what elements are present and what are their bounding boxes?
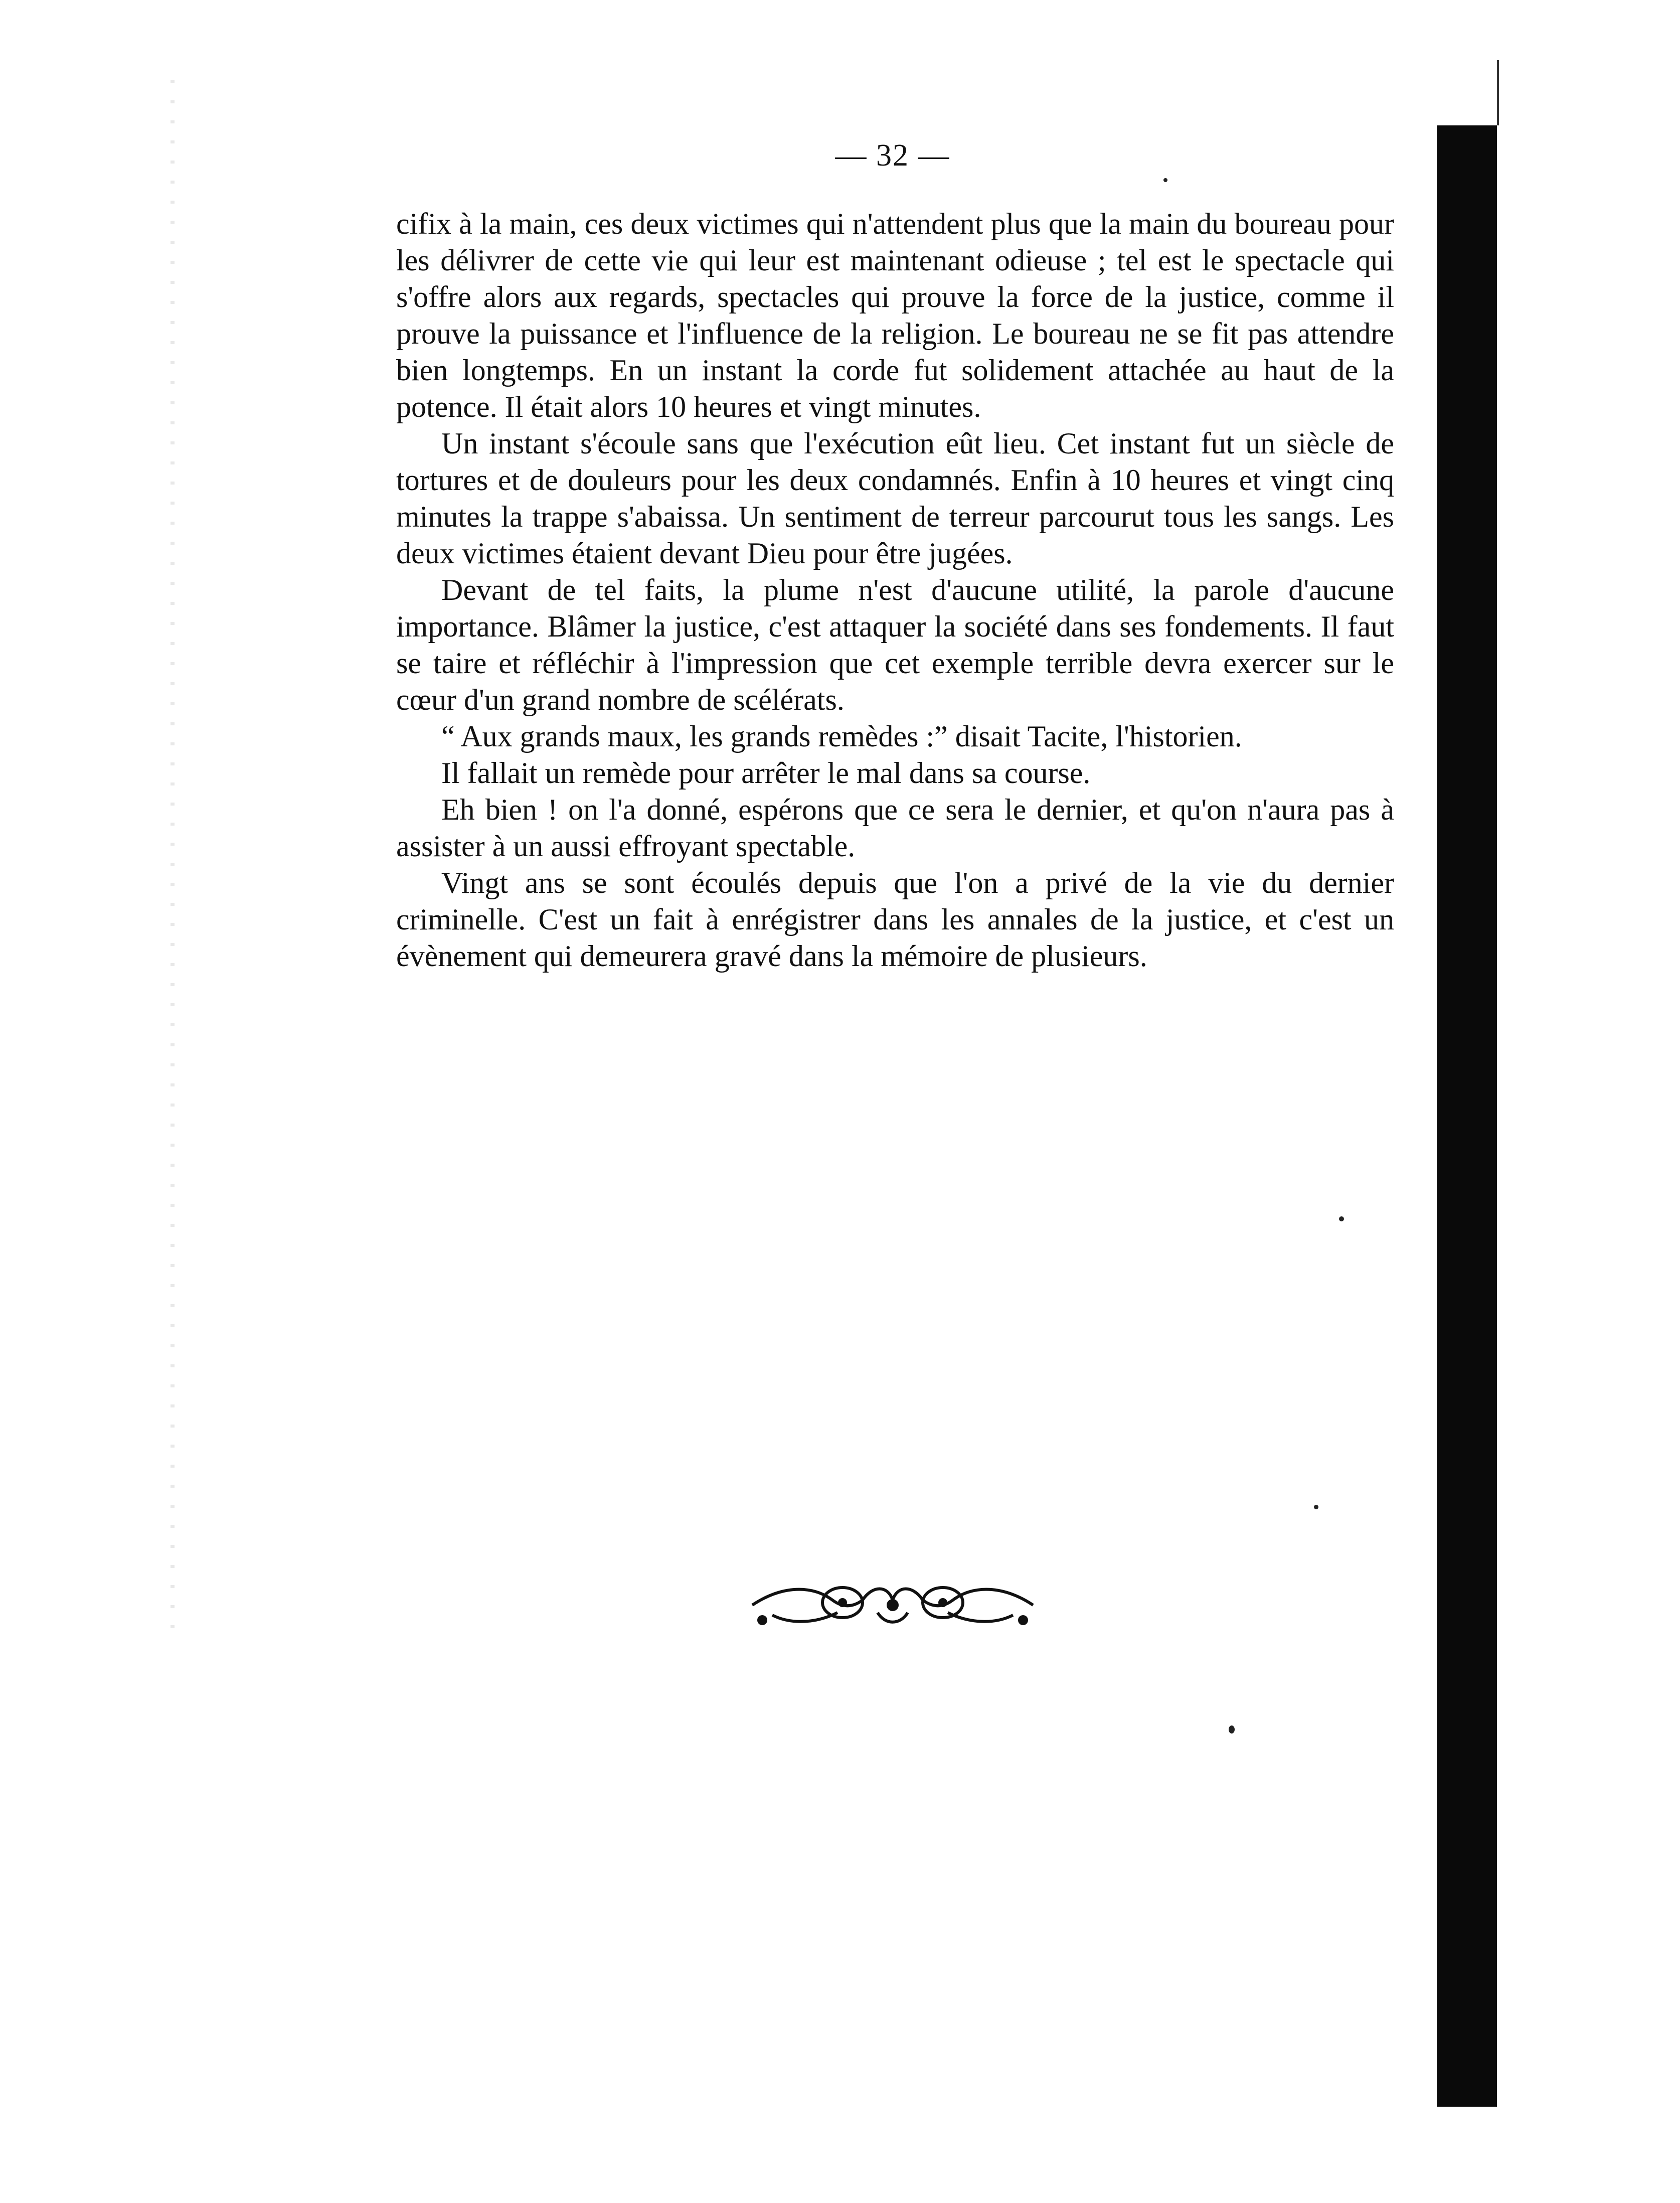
paragraph-4: “ Aux grands maux, les grands remèdes :” disait Tacite, l'historien. <box>441 720 1242 753</box>
page-number: — 32 — <box>835 138 950 173</box>
floral-vignette-icon <box>742 1565 1043 1640</box>
paragraph-2: Un instant s'écoule sans que l'exécution eût lieu. Cet instant fut un siècle de tortures et de douleurs pour les deux condamnés. Enfin à 10 heures et vingt cinq minutes la trappe s'abaissa. Un sentiment de terreur parcourut tous les sangs. Les deux victimes étaient devant Dieu pour être jugées. <box>396 427 1394 570</box>
paragraph-3: Devant de tel faits, la plume n'est d'aucune utilité, la parole d'aucune importance. Blâmer la justice, c'est attaquer la société dans ses fondements. Il faut se taire et réfléchir à l'impression que cet exemple terrible devra exercer sur le cœur d'un grand nombre de scélérats. <box>396 573 1394 716</box>
ink-speck <box>1163 178 1167 182</box>
paragraph-5: Il fallait un remède pour arrêter le mal dans sa course. <box>441 756 1091 790</box>
ink-speck <box>1314 1505 1318 1509</box>
paragraph-6: Eh bien ! on l'a donné, espérons que ce sera le dernier, et qu'on n'aura pas à assister à un aussi effroyant spectable. <box>396 793 1394 863</box>
ink-speck <box>1339 1216 1344 1221</box>
ink-speck <box>1229 1725 1235 1734</box>
body-text <box>396 206 1394 975</box>
paragraph-7: Vingt ans se sont écoulés depuis que l'on a privé de la vie du dernier criminelle. C'est un fait à enrégistrer dans les annales de la justice, et c'est un évènement qui demeurera gravé dans la mémoire de plusieurs. <box>396 866 1394 973</box>
binding-shadow-bar <box>1437 125 1497 2107</box>
binding-edge-line <box>1497 60 1499 125</box>
paragraph-1: cifix à la main, ces deux victimes qui n'attendent plus que la main du boureau pour les délivrer de cette vie qui leur est maintenant odieuse ; tel est le spectacle qui s'offre alors aux regards, spectacles qui prouve la force de la justice, comme il prouve la puissance et l'influence de la religion. Le boureau ne se fit pas attendre bien longtemps. En un instant la corde fut solidement attachée au haut de la potence. Il était alors 10 heures et vingt minutes. <box>396 207 1394 423</box>
scan-edge-shadow <box>171 80 175 1635</box>
